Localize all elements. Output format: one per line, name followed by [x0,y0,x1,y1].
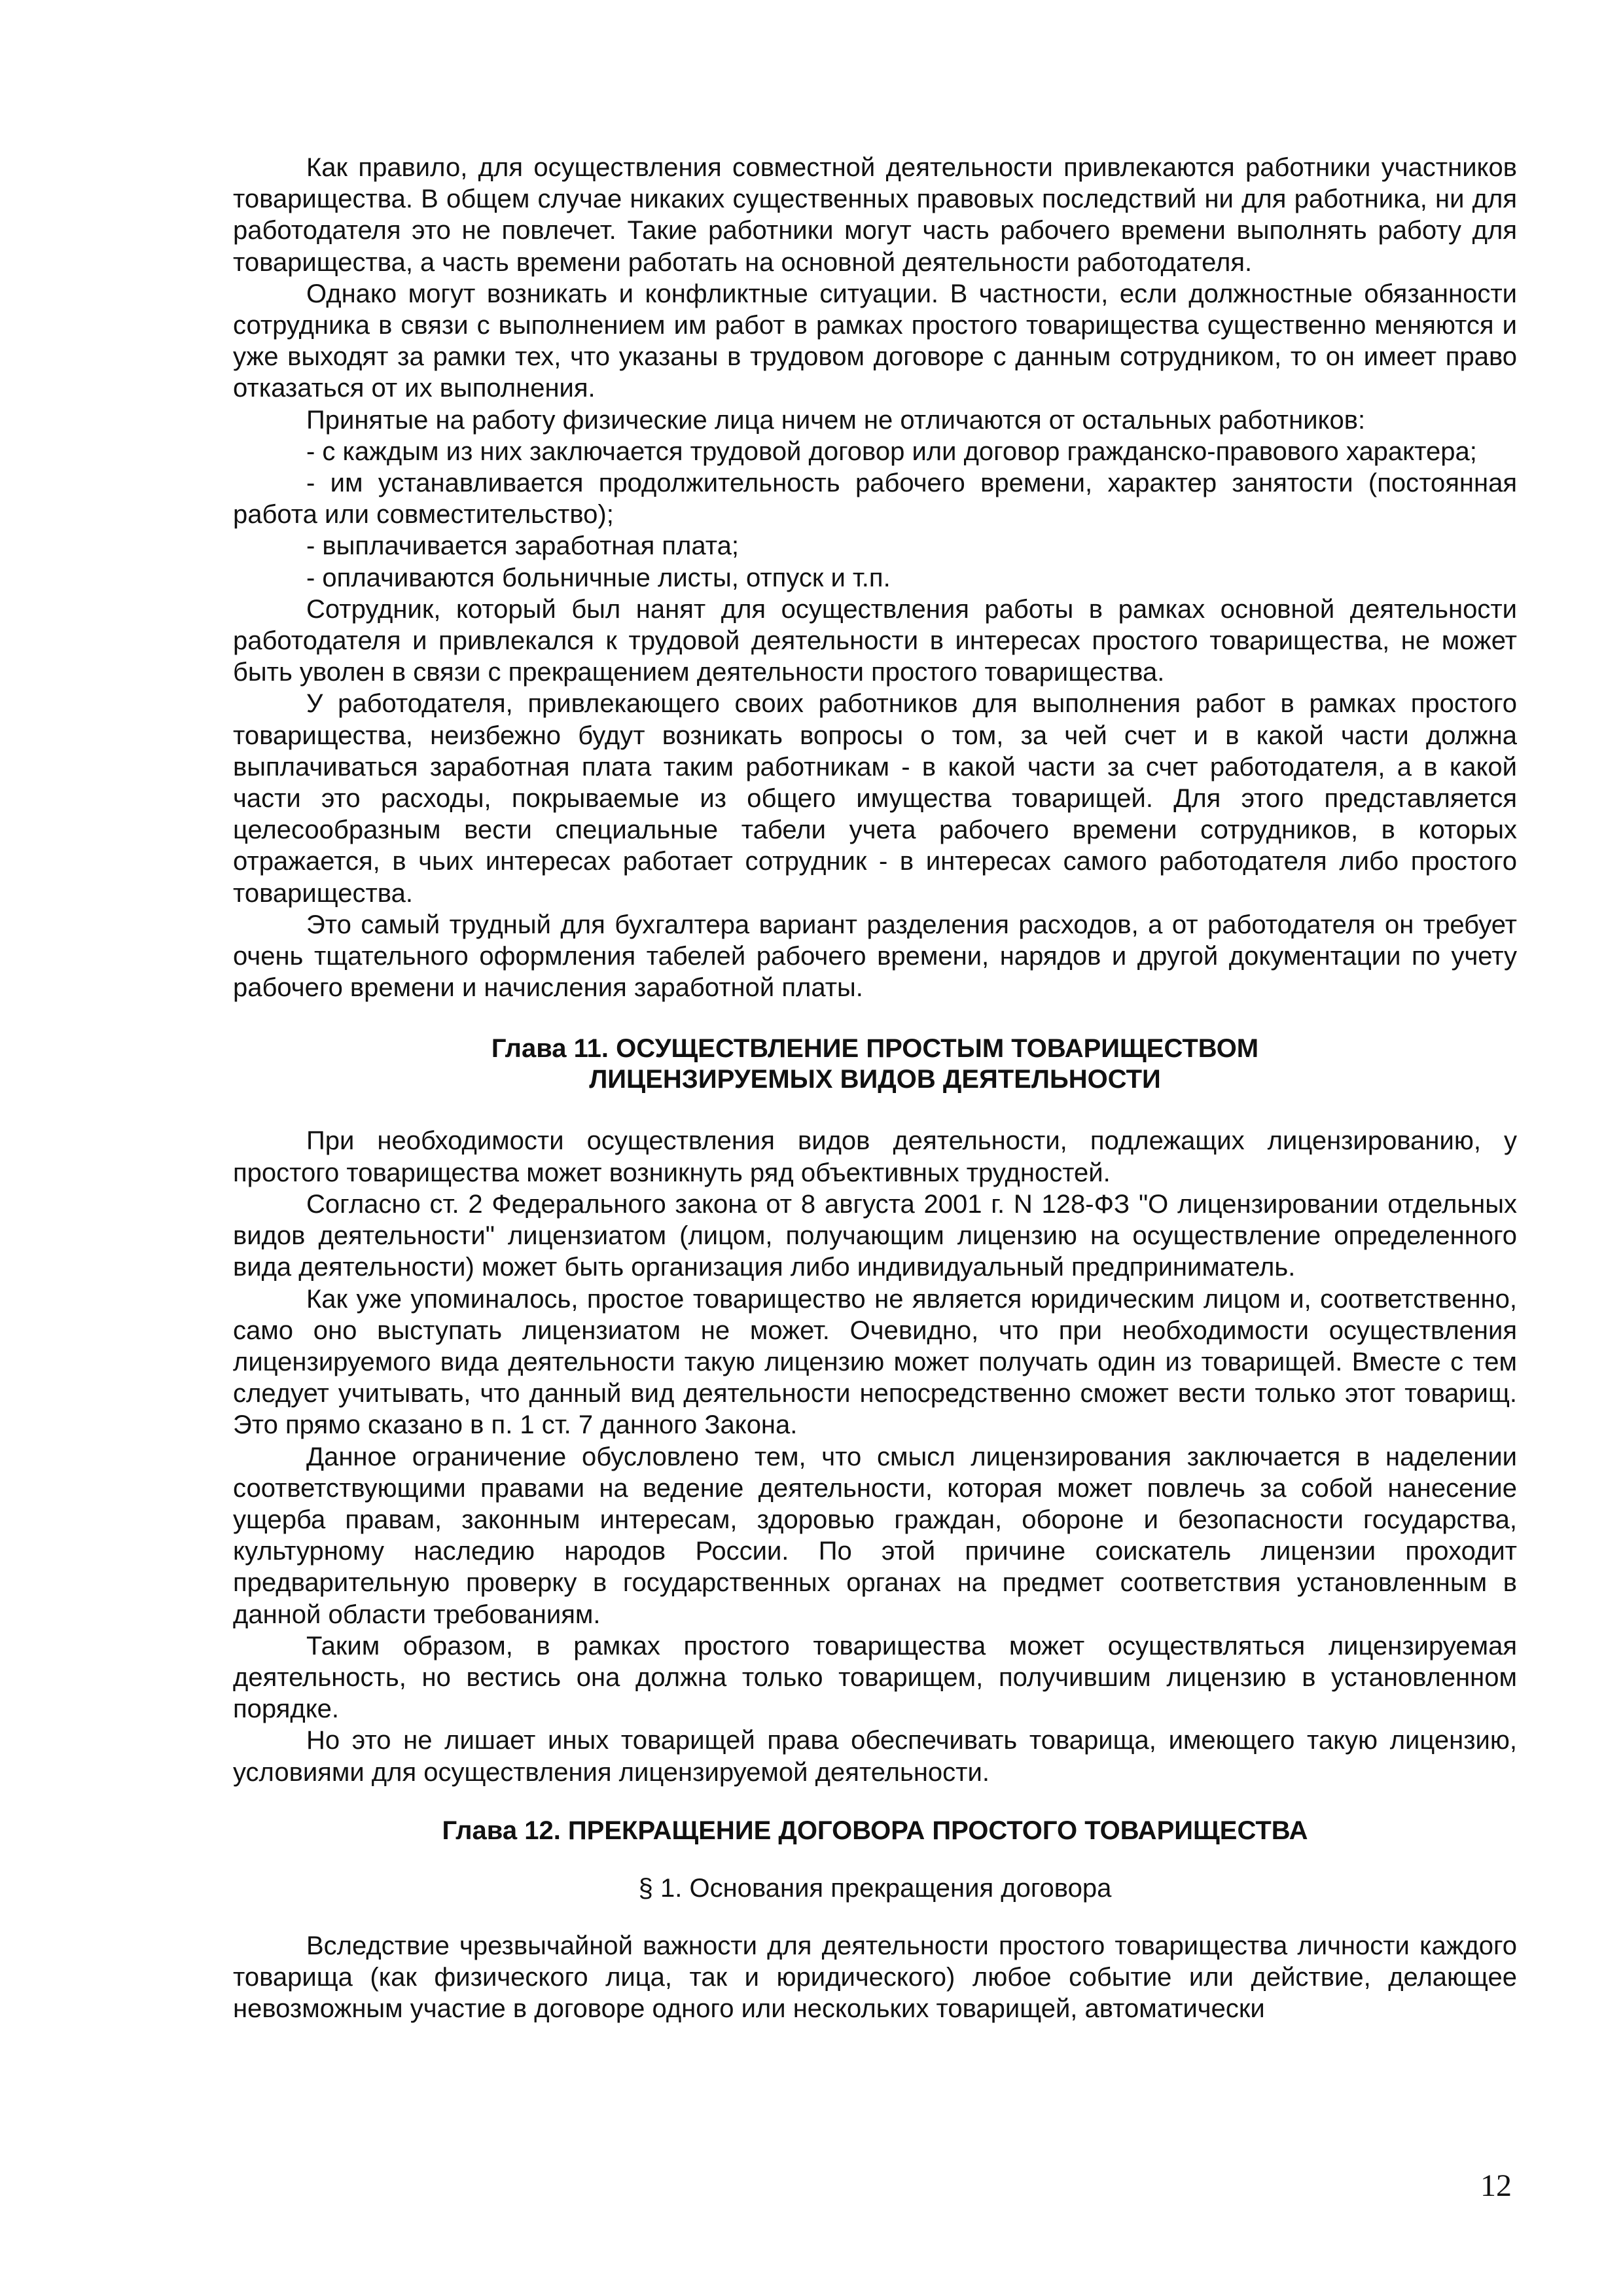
page-body [233,152,1517,2025]
section-title: § 1. Основания прекращения договора [638,1873,1112,1903]
paragraph: Сотрудник, который был нанят для осуществления работы в рамках основной деятельности работодателя и привлекался к трудовой деятельности в интересах простого товарищества, не может быть уволен в связи с прекращением деятельности простого товарищества. [233,594,1517,687]
paragraph: При необходимости осуществления видов деятельности, подлежащих лицензированию, у простого товарищества может возникнуть ряд объективных трудностей. [233,1126,1517,1187]
paragraph: У работодателя, привлекающего своих работников для выполнения работ в рамках простого товарищества, неизбежно будут возникать вопросы о том, за чей счет и в какой части должна выплачиваться заработная плата таким работникам - в какой части за счет работодателя, а в какой части это расходы, покрываемые из общего имущества товарищей. Для этого представляется целесообразным вести специальные табели учета рабочего времени сотрудников, в которых отражается, в чьих интересах работает сотрудник - в интересах самого работодателя либо простого товарищества. [233,689,1517,908]
paragraph: Это самый трудный для бухгалтера вариант разделения расходов, а от работодателя он требует очень тщательного оформления табелей рабочего времени, нарядов и другой документации по учету рабочего времени и начисления заработной платы. [233,910,1517,1003]
paragraph: Как уже упоминалось, простое товарищество не является юридическим лицом и, соответственно, само оно выступать лицензиатом не может. Очевидно, что при необходимости осуществления лицензируемого вида деятельности такую лицензию может получать один из товарищей. Вместе с тем следует учитывать, что данный вид деятельности непосредственно сможет вести только этот товарищ. Это прямо сказано в п. 1 ст. 7 данного Закона. [233,1284,1517,1440]
list-item: - выплачивается заработная плата; [306,531,739,561]
list-item: - им устанавливается продолжительность рабочего времени, характер занятости (постоянная работа или совместительство); [233,469,1517,529]
paragraph: Согласно ст. 2 Федерального закона от 8 августа 2001 г. N 128-ФЗ "О лицензировании отдельных видов деятельности" лицензиатом (лицом, получающим лицензию на осуществление определенного вида деятельности) может быть организация либо индивидуальный предприниматель. [233,1189,1517,1282]
paragraph: Вследствие чрезвычайной важности для деятельности простого товарищества личности каждого товарища (как физического лица, так и юридического) любое событие или действие, делающее невозможным участие в договоре одного или нескольких товарищей, автоматически [233,1931,1517,2024]
chapter-11-heading-line-1: Глава 11. ОСУЩЕСТВЛЕНИЕ ПРОСТЫМ ТОВАРИЩЕСТВОМ [491,1034,1259,1064]
paragraph: Таким образом, в рамках простого товарищества может осуществляться лицензируемая деятельность, но вестись она должна только товарищем, получившим лицензию в установленном порядке. [233,1631,1517,1724]
chapter-11-heading-line-2: ЛИЦЕНЗИРУЕМЫХ ВИДОВ ДЕЯТЕЛЬНОСТИ [589,1065,1161,1094]
paragraph: Однако могут возникать и конфликтные ситуации. В частности, если должностные обязанности сотрудника в связи с выполнением им работ в рамках простого товарищества существенно меняются и уже выходят за рамки тех, что указаны в трудовом договоре с данным сотрудником, то он имеет право отказаться от их выполнения. [233,279,1517,403]
paragraph: Принятые на работу физические лица ничем не отличаются от остальных работников: [306,405,1366,435]
page-number: 12 [1480,2168,1512,2203]
chapter-11-heading [233,1033,1517,1095]
list-item: - оплачиваются больничные листы, отпуск и т.п. [306,563,891,592]
chapter-12-heading-text: Глава 12. ПРЕКРАЩЕНИЕ ДОГОВОРА ПРОСТОГО ТОВАРИЩЕСТВА [442,1816,1308,1845]
paragraph: Но это не лишает иных товарищей права обеспечивать товарища, имеющего такую лицензию, условиями для осуществления лицензируемой деятельности. [233,1726,1517,1787]
paragraph: Как правило, для осуществления совместной деятельности привлекаются работники участников товарищества. В общем случае никаких существенных правовых последствий ни для работника, ни для работодателя это не повлечет. Такие работники могут часть рабочего времени выполнять работу для товарищества, а часть времени работать на основной деятельности работодателя. [233,153,1517,277]
paragraph: Данное ограничение обусловлено тем, что смысл лицензирования заключается в наделении соответствующими правами на ведение деятельности, которая может повлечь за собой нанесение ущерба правам, законным интересам, здоровью граждан, обороне и безопасности государства, культурному наследию народов России. По этой причине соискатель лицензии проходит предварительную проверку в государственных органах на предмет соответствия установленным в данной области требованиям. [233,1442,1517,1629]
list-item: - с каждым из них заключается трудовой договор или договор гражданско-правового характера; [306,437,1477,466]
chapter-12-heading [233,1816,1517,1846]
